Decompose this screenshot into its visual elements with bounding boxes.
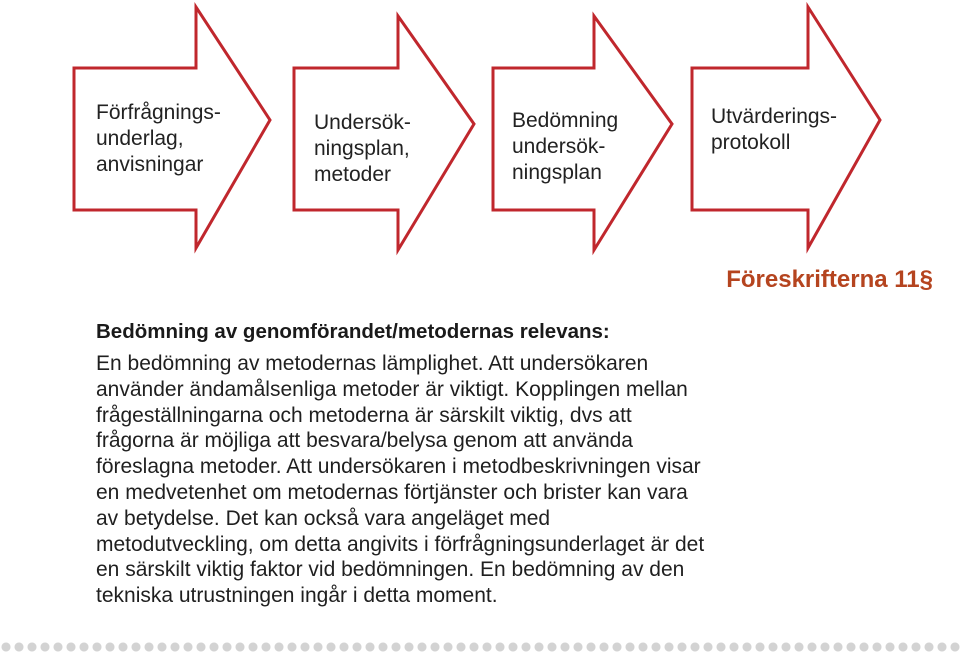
body-line: frågeställningarna och metoderna är särskilt viktig, dvs att [96,403,632,427]
regulation-reference: Föreskrifterna 11§ [726,266,933,293]
flow-step-1-line-2: underlag, [96,127,184,150]
flow-step-3-label [512,108,618,186]
flow-step-1-line-1: Förfrågnings- [96,101,221,124]
flow-step-1-line-3: anvisningar [96,153,204,176]
flow-step-2-line-2: ningsplan, [314,137,410,160]
body-line: en medvetenhet om metodernas förtjänster och brister kan vara [96,480,688,504]
flow-step-4-line-1: Utvärderings- [711,105,838,128]
flow-step-3-line-1: Bedömning [512,109,619,132]
flow-step-2-line-3: metoder [314,163,392,186]
body-line: föreslagna metoder. Att undersökaren i metodbeskrivningen visar [96,455,701,479]
decorative-dot-band [0,636,960,658]
section-heading: Bedömning av genomförandet/metodernas relevans: [96,320,610,343]
flow-step-3-line-3: ningsplan [512,161,602,184]
body-line: tekniska utrustningen ingår i detta moment. [96,584,498,608]
body-line: metodutveckling, om detta angivits i förfrågningsunderlaget är det [96,532,705,556]
body-line: frågorna är möjliga att besvara/belysa genom att använda [96,429,633,453]
body-line: en särskilt viktig faktor vid bedömningen. En bedömning av den [96,558,685,582]
flow-step-4-label [711,104,837,156]
flow-step-1-label [96,100,221,178]
flow-step-2-line-1: Undersök- [314,111,411,134]
body-line: av betydelse. Det kan också vara angeläget med [96,506,551,530]
flow-step-4-line-2: protokoll [711,131,791,154]
body-line: En bedömning av metodernas lämplighet. Att undersökaren [96,352,649,375]
flow-step-2-label [314,110,411,188]
body-text [96,351,916,609]
body-line: använder ändamålsenliga metoder är viktigt. Kopplingen mellan [96,377,688,401]
flow-step-3-line-2: undersök- [512,135,606,158]
